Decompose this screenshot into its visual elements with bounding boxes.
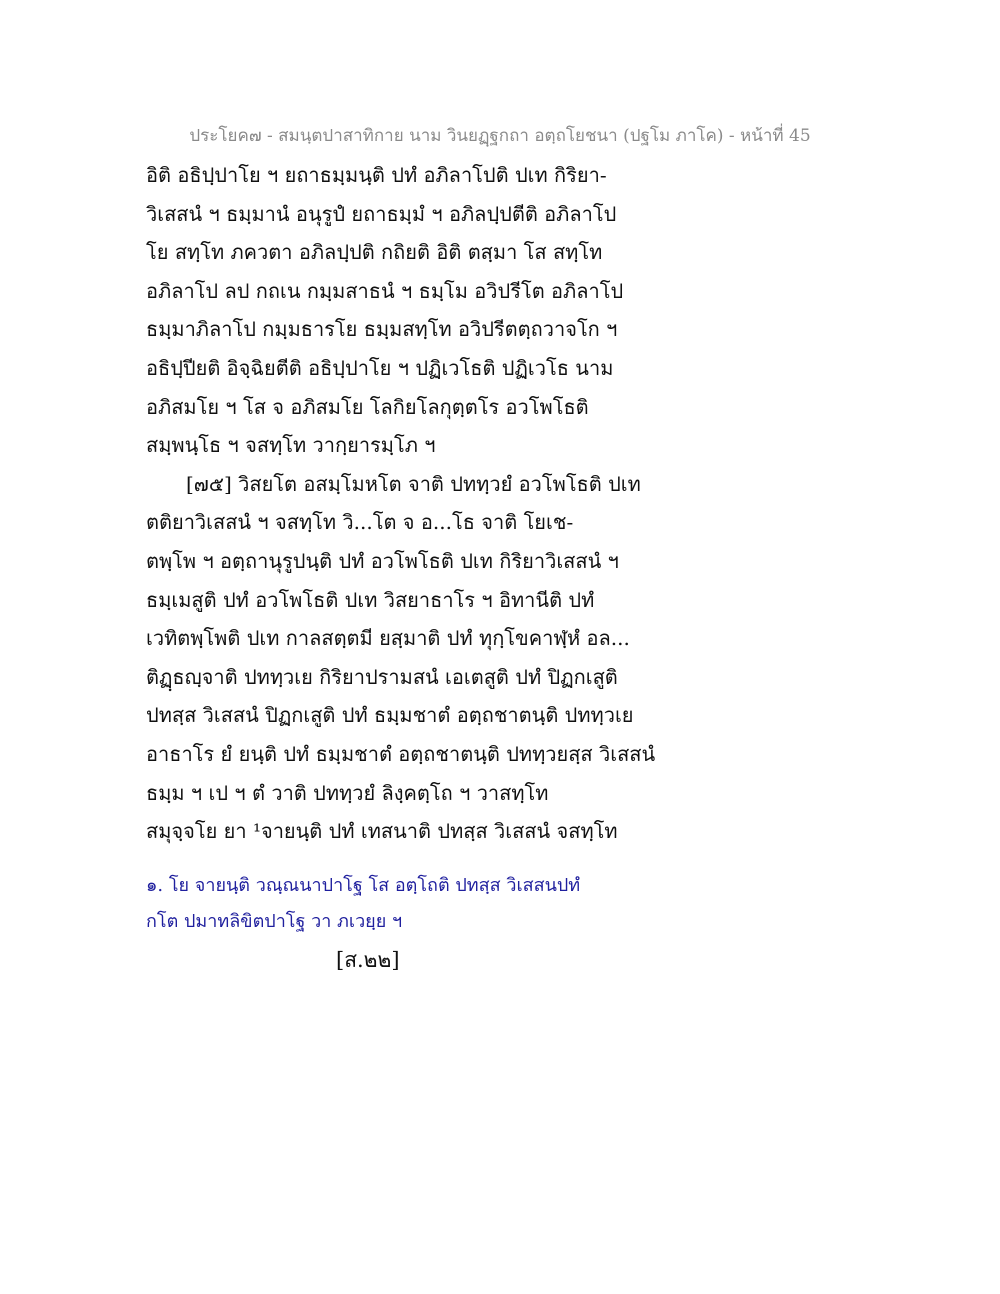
text-line: อภิสมโย ฯ โส จ อภิสมโย โลกิยโลกุตฺตโร อวโพโธติ <box>146 394 589 419</box>
text-line: สมุจฺจโย ยา ¹จายนฺติ ปทํ เทสนาติ ปทสฺส วิเสสนํ จสทฺโท <box>146 819 618 844</box>
text-line: สมฺพนฺโธ ฯ จสทฺโท วากฺยารมฺโภ ฯ <box>146 433 436 458</box>
text-line: ธมฺม ฯ เป ฯ ตํ วาติ ปททฺวยํ ลิงฺคตฺโถ ฯ วาสทฺโท <box>146 780 549 805</box>
text-line: อธิปฺปียติ อิจฺฉิยตีติ อธิปฺปาโย ฯ ปฏิเวโธติ ปฏิเวโธ นาม <box>146 355 614 380</box>
footnotes <box>146 868 706 940</box>
text-line: โย สทฺโท ภควตา อภิลปฺปติ กถิยติ อิติ ตสฺมา โส สทฺโท <box>146 240 603 265</box>
footnote-line: กโต ปมาทลิขิตปาโฐ วา ภเวยฺย ฯ <box>146 911 403 932</box>
paragraph-start-line: [๗๕] วิสยโต อสมฺโมหโต จาติ ปททฺวยํ อวโพโธติ ปเท <box>186 471 641 496</box>
footnote-line: ๑. โย จายนฺติ วณฺณนาปาโฐ โส อตฺโถติ ปทสฺส วิเสสนปทํ <box>146 875 581 896</box>
text-line: ธมฺเมสูติ ปทํ อวโพโธติ ปเท วิสยาธาโร ฯ อิทานีติ ปทํ <box>146 587 595 612</box>
text-line: ติฏฺธญฺจาติ ปททฺวเย กิริยาปรามสนํ เอเตสูติ ปทํ ปิฏกเสูติ <box>146 664 618 689</box>
page-code: [ส.๒๒] <box>336 948 400 972</box>
body-text <box>146 156 706 851</box>
text-line: เวทิตพฺโพติ ปเท กาลสตฺตมี ยสฺมาติ ปทํ ทุกฺโขคาฬฺหํ อล... <box>146 626 630 651</box>
text-line: อาธาโร ยํ ยนฺติ ปทํ ธมฺมชาตํ อตฺถชาตนฺติ ปททฺวยสฺส วิเสสนํ <box>146 741 656 766</box>
text-line: ปทสฺส วิเสสนํ ปิฏกเสูติ ปทํ ธมฺมชาตํ อตฺถชาตนฺติ ปททฺวเย <box>146 703 634 728</box>
text-line: ธมฺมาภิลาโป กมฺมธารโย ธมฺมสทฺโท อวิปรีตตฺถวาจโก ฯ <box>146 317 618 342</box>
text-line: อิติ อธิปฺปาโย ฯ ยถาธมฺมนฺติ ปทํ อภิลาโปติ ปเท กิริยา- <box>146 163 607 187</box>
text-line: อภิลาโป ลป กถเน กมฺมสาธนํ ฯ ธมฺโม อวิปรีโต อภิลาโป <box>146 278 624 303</box>
running-header: ประโยค๗ - สมนฺตปาสาทิกาย นาม วินยฏฺฐกถา อตฺถโยชนา (ปฐโม ภาโค) - หน้าที่ 45 <box>189 126 811 146</box>
text-line: วิเสสนํ ฯ ธมฺมานํ อนุรูปํ ยถาธมฺมํ ฯ อภิลปฺปตีติ อภิลาโป <box>146 201 617 226</box>
text-line: ตติยาวิเสสนํ ฯ จสทฺโท วิ...โต จ อ...โธ จาติ โยเช- <box>146 510 574 535</box>
text-line: ตพฺโพ ฯ อตฺถานุรูปนฺติ ปทํ อวโพโธติ ปเท กิริยาวิเสสนํ ฯ <box>146 548 619 573</box>
